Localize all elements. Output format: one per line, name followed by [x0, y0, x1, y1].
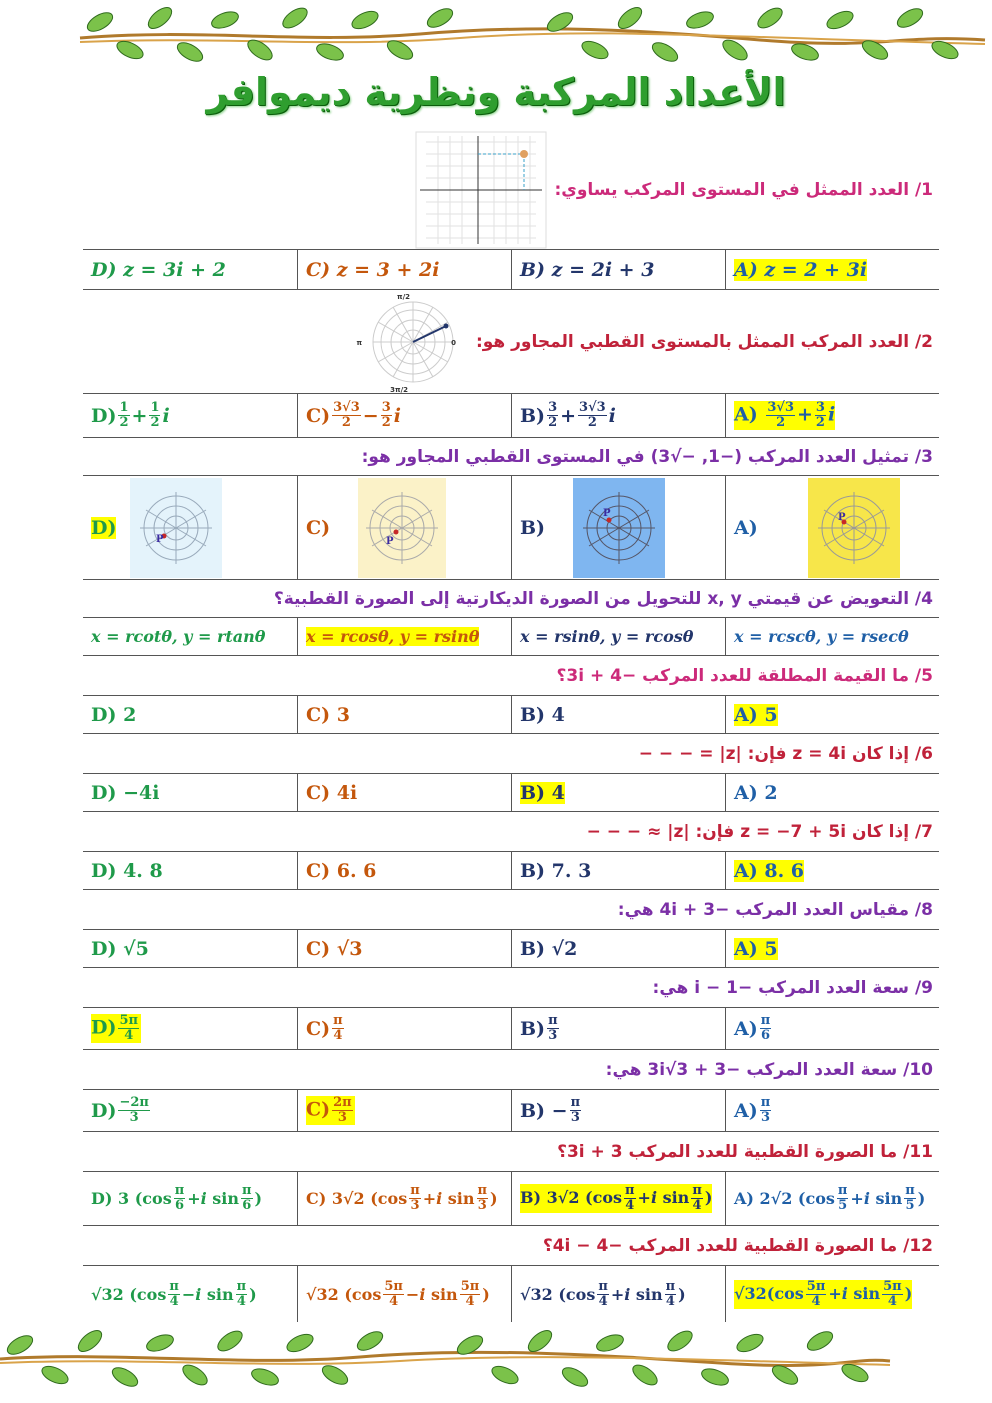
question-2: 2/ العدد المركب الممثل بالمستوى القطبي المجاور هو: π/2 0 π 3π/2: [83, 290, 939, 394]
svg-text:3π/2: 3π/2: [390, 385, 408, 394]
answers-1: [83, 250, 939, 290]
option-c[interactable]: C) z = 3 + 2i: [297, 250, 511, 289]
top-vine-decoration: [0, 0, 992, 70]
polar-plot-a-figure: [808, 478, 900, 578]
option-c[interactable]: C) √3: [297, 930, 511, 967]
option-b[interactable]: √32 ( cos $\frac{\pi}{4}$ + i sin $\frac{\pi}{4}$ ): [511, 1266, 725, 1322]
option-b[interactable]: B) − $\frac{\pi}{3}$: [511, 1090, 725, 1131]
option-a[interactable]: √32(cos $\frac{5\pi}{4}$ +i sin $\frac{5\pi}{4}$ ): [725, 1266, 939, 1322]
polar-plot-c-figure: [358, 478, 446, 578]
option-a[interactable]: A) 5: [725, 696, 939, 733]
polar-plot-d-figure: [130, 478, 222, 578]
option-d[interactable]: D) 3 ( cos $\frac{\pi}{6}$ + i sin $\frac{\pi}{6}$ ): [91, 1183, 263, 1213]
option-a[interactable]: A) 8. 6: [725, 852, 939, 889]
polar-plane-figure: [358, 290, 468, 394]
option-c[interactable]: C) $\frac{\pi}{4}$: [297, 1008, 511, 1049]
answers-6: [83, 774, 939, 812]
answers-12: [83, 1266, 939, 1322]
option-b[interactable]: B) 4: [511, 696, 725, 733]
option-d[interactable]: D) $\frac{5\pi}{4}$: [83, 1008, 297, 1049]
option-b[interactable]: B) P: [511, 476, 725, 579]
answers-11: [83, 1172, 939, 1226]
answers-8: [83, 930, 939, 968]
option-d[interactable]: D) −4i: [91, 781, 160, 804]
option-d[interactable]: x = rcotθ, y = rtanθ: [91, 627, 266, 646]
svg-text:P: P: [837, 511, 846, 523]
option-a[interactable]: A) z = 2 + 3i: [725, 250, 939, 289]
page-title: الأعداد المركبة ونظرية ديموافر: [206, 70, 786, 114]
question-10: 10/ سعة العدد المركب −3 + 3√3i هي:: [83, 1050, 939, 1090]
answers-9: [83, 1008, 939, 1050]
option-c[interactable]: C) 6. 6: [297, 852, 511, 889]
option-a[interactable]: A) 5: [725, 930, 939, 967]
question-3: 3/ تمثيل العدد المركب (−1, −√3) في المستوى القطبي المجاور هو:: [83, 438, 939, 476]
svg-text:0: 0: [451, 338, 456, 347]
question-9: 9/ سعة العدد المركب −1 − i هي:: [83, 968, 939, 1008]
svg-text:P: P: [386, 535, 394, 547]
option-a[interactable]: A) 2: [725, 774, 939, 811]
option-a[interactable]: A) $\frac{\pi}{3}$: [725, 1090, 939, 1131]
question-8: 8/ مقياس العدد المركب −3 + 4i هي:: [83, 890, 939, 930]
option-a[interactable]: x = rcscθ, y = rsecθ: [725, 618, 939, 655]
option-c[interactable]: C) P: [297, 476, 511, 579]
option-b[interactable]: B) √2: [511, 930, 725, 967]
question-12: 12/ ما الصورة القطبية للعدد المركب −4 − 4i؟: [83, 1226, 939, 1266]
option-d[interactable]: D) √5: [91, 937, 149, 960]
answers-7: [83, 852, 939, 890]
option-d[interactable]: √32 ( cos $\frac{\pi}{4}$ − i sin $\frac{\pi}{4}$ ): [91, 1278, 257, 1309]
question-sheet: [83, 130, 939, 1322]
answers-5: [83, 696, 939, 734]
svg-text:π: π: [356, 338, 362, 347]
question-4: 4/ التعويض عن قيمتي x, y للتحويل من الصورة الديكارتية إلى الصورة القطبية؟: [83, 580, 939, 618]
option-a[interactable]: A) $\frac{3√3}{2}$ + $\frac{3}{2}$ i: [725, 394, 939, 437]
option-c[interactable]: √32 ( cos $\frac{5\pi}{4}$ − i sin $\frac{5\pi}{4}$ ): [297, 1266, 511, 1322]
option-b[interactable]: B) 3√2 (cos $\frac{\pi}{4}$ +i sin $\frac{\pi}{4}$ ): [511, 1172, 725, 1225]
option-d[interactable]: D) z = 3i + 2: [91, 258, 226, 281]
option-d[interactable]: D) 2: [91, 703, 137, 726]
option-d[interactable]: D) P: [83, 476, 297, 579]
option-c[interactable]: C) 3: [297, 696, 511, 733]
svg-text:P: P: [156, 533, 164, 545]
option-b[interactable]: B) z = 2i + 3: [511, 250, 725, 289]
polar-plot-b-figure: [573, 478, 665, 578]
option-b[interactable]: B) $\frac{\pi}{3}$: [511, 1008, 725, 1049]
option-c[interactable]: C) 4i: [297, 774, 511, 811]
question-7: 7/ إذا كان z = −7 + 5i فإن: |z| ≈ − − −: [83, 812, 939, 852]
answers-3: [83, 476, 939, 580]
svg-text:P: P: [603, 507, 611, 519]
question-5: 5/ ما القيمة المطلقة للعدد المركب −4 + 3i؟: [83, 656, 939, 696]
option-c[interactable]: C) $\frac{2\pi}{3}$: [297, 1090, 511, 1131]
option-d[interactable]: D) $\frac{-2\pi}{3}$: [91, 1095, 149, 1125]
option-a[interactable]: A) 2√2 ( cos $\frac{\pi}{5}$ + i sin $\frac{\pi}{5}$ ): [725, 1172, 939, 1225]
option-b[interactable]: B) 4: [511, 774, 725, 811]
option-b[interactable]: B) $\frac{3}{2}$ + $\frac{3√3}{2}$ i: [511, 394, 725, 437]
question-11: 11/ ما الصورة القطبية للعدد المركب 3 + 3i؟: [83, 1132, 939, 1172]
option-c[interactable]: C) 3√2 ( cos $\frac{\pi}{3}$ + i sin $\frac{\pi}{3}$ ): [297, 1172, 511, 1225]
option-c[interactable]: C) $\frac{3√3}{2}$ − $\frac{3}{2}$ i: [297, 394, 511, 437]
svg-text:π/2: π/2: [397, 292, 410, 301]
answers-4: [83, 618, 939, 656]
cartesian-plane-figure: [416, 132, 546, 248]
vine-leaves-icon: [0, 0, 992, 70]
option-a[interactable]: A) $\frac{\pi}{6}$: [725, 1008, 939, 1049]
option-b[interactable]: x = rsinθ, y = rcosθ: [511, 618, 725, 655]
option-b[interactable]: B) 7. 3: [511, 852, 725, 889]
vine-leaves-icon: [0, 1325, 992, 1395]
question-6: 6/ إذا كان z = 4i فإن: |z| = − − −: [83, 734, 939, 774]
answers-2: [83, 394, 939, 438]
option-d[interactable]: D) 4. 8: [91, 859, 163, 882]
option-d[interactable]: D) $\frac{1}{2}$ + $\frac{1}{2}$ i: [91, 400, 170, 430]
option-a[interactable]: A) P: [725, 476, 939, 579]
bottom-vine-decoration: [0, 1325, 992, 1395]
option-c[interactable]: x = rcosθ, y = rsinθ: [297, 618, 511, 655]
answers-10: [83, 1090, 939, 1132]
question-1: 1/ العدد الممثل في المستوى المركب يساوي:: [83, 130, 939, 250]
